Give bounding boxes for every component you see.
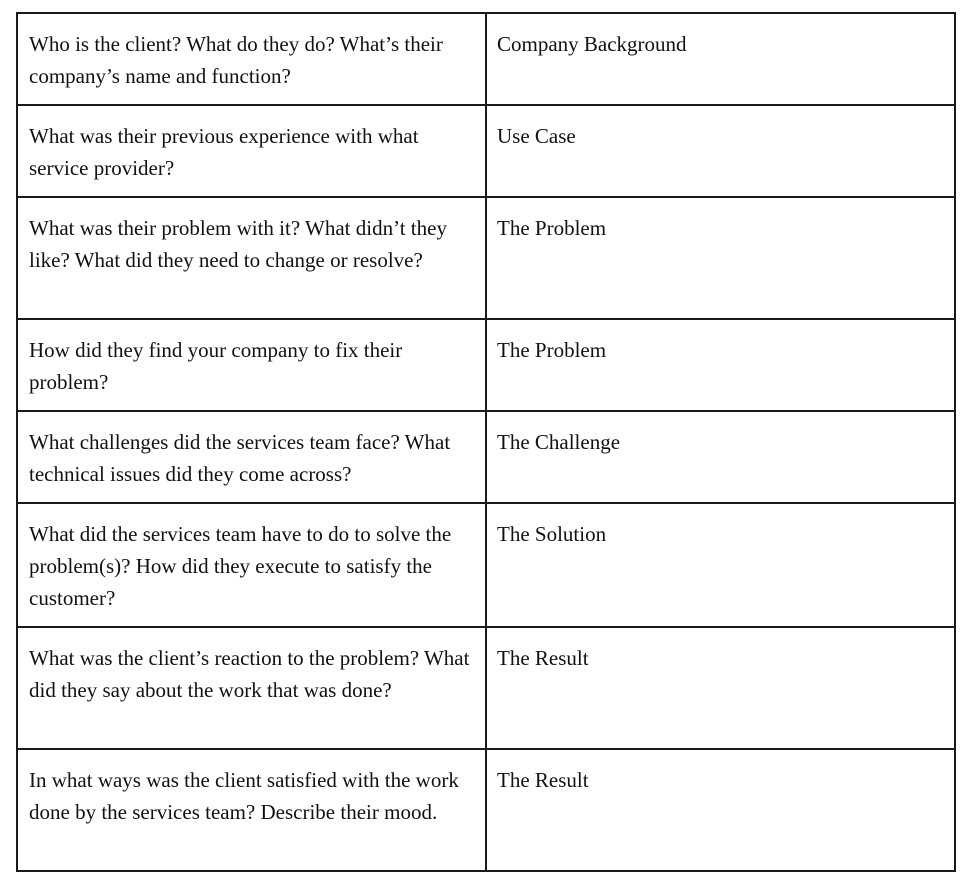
question-cell: Who is the client? What do they do? What’s their company’s name and function? bbox=[17, 13, 486, 105]
section-cell: Company Background bbox=[486, 13, 955, 105]
section-cell: The Result bbox=[486, 749, 955, 871]
section-cell: Use Case bbox=[486, 105, 955, 197]
section-cell: The Problem bbox=[486, 319, 955, 411]
section-cell: The Solution bbox=[486, 503, 955, 627]
question-cell: What challenges did the services team face? What technical issues did they come across? bbox=[17, 411, 486, 503]
question-cell: How did they find your company to fix their problem? bbox=[17, 319, 486, 411]
table-row bbox=[17, 503, 955, 627]
table-row bbox=[17, 319, 955, 411]
section-cell: The Challenge bbox=[486, 411, 955, 503]
table-row bbox=[17, 627, 955, 749]
question-cell: What did the services team have to do to solve the problem(s)? How did they execute to satisfy the customer? bbox=[17, 503, 486, 627]
case-study-question-table bbox=[16, 12, 956, 872]
table-row bbox=[17, 197, 955, 319]
section-cell: The Result bbox=[486, 627, 955, 749]
question-cell: What was their problem with it? What didn’t they like? What did they need to change or resolve? bbox=[17, 197, 486, 319]
table-row bbox=[17, 13, 955, 105]
section-cell: The Problem bbox=[486, 197, 955, 319]
table-row bbox=[17, 411, 955, 503]
table-row bbox=[17, 105, 955, 197]
question-cell: What was the client’s reaction to the problem? What did they say about the work that was done? bbox=[17, 627, 486, 749]
question-cell: In what ways was the client satisfied with the work done by the services team? Describe their mood. bbox=[17, 749, 486, 871]
question-cell: What was their previous experience with what service provider? bbox=[17, 105, 486, 197]
table-row bbox=[17, 749, 955, 871]
